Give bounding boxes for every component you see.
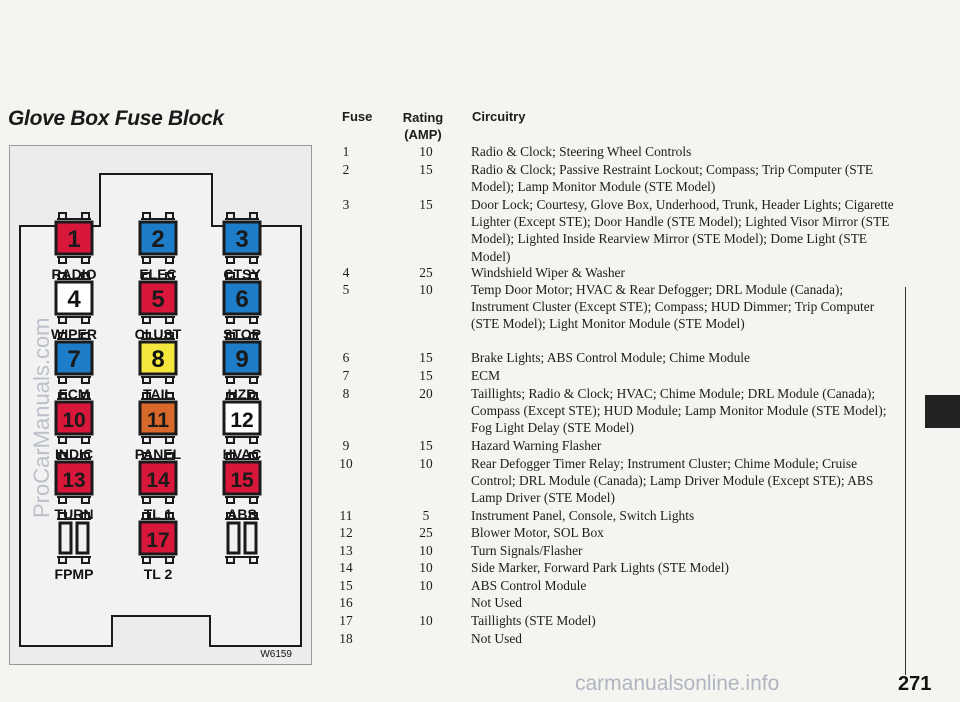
column-header-rating-unit: (AMP) bbox=[404, 127, 442, 142]
fuse-circuitry: Not Used bbox=[471, 595, 522, 610]
fuse-number: 9 bbox=[342, 438, 350, 453]
fuse-slot-label: CTSY bbox=[223, 266, 261, 282]
fuse-number-label: 12 bbox=[230, 409, 254, 432]
fuse-circuitry: Taillights; Radio & Clock; HVAC; Chime Module; DRL Module (Canada); Compass (Except STE); HUD Module; Lamp Monitor Module (STE Model); Fog Light Delay (STE Model) bbox=[471, 386, 887, 436]
fuse-slot-label: TURN bbox=[54, 506, 94, 522]
fuse-number-label: 17 bbox=[146, 529, 170, 552]
fuse-circuitry: Rear Defogger Timer Relay; Instrument Cluster; Chime Module; Cruise Control; DRL Module (Canada); Lamp Driver Module (Except STE); ABS Lamp Driver (STE Model) bbox=[471, 456, 874, 506]
fuse-number-label: 6 bbox=[235, 286, 249, 313]
fuse-slot bbox=[139, 213, 176, 282]
fuse-circuitry: Radio & Clock; Passive Restraint Lockout; Compass; Trip Computer (STE Model); Lamp Monitor Module (STE Model) bbox=[471, 162, 874, 195]
fuse-number: 5 bbox=[342, 282, 350, 297]
fuse-number: 1 bbox=[342, 144, 350, 159]
fuse-number-label: 8 bbox=[151, 346, 165, 373]
fuse-slot bbox=[135, 393, 182, 462]
section-title: Glove Box Fuse Block bbox=[8, 107, 224, 130]
fuse-circuitry: ECM bbox=[471, 368, 501, 383]
fuse-number: 13 bbox=[339, 543, 353, 558]
fuse-slot-label: ECM bbox=[58, 386, 90, 402]
fuse-slot bbox=[135, 273, 182, 342]
fuse-number-label: 1 bbox=[67, 226, 81, 253]
fuse-number: 6 bbox=[342, 350, 350, 365]
fuse-slot-label: ABS bbox=[227, 506, 257, 522]
fuse-number: 18 bbox=[339, 631, 353, 646]
fuse-slot bbox=[224, 453, 260, 522]
fuse-circuitry: Radio & Clock; Steering Wheel Controls bbox=[471, 144, 692, 159]
column-header-rating bbox=[392, 109, 454, 143]
fuse-number-label: 4 bbox=[67, 286, 81, 313]
fuse-circuitry: Side Marker, Forward Park Lights (STE Model) bbox=[471, 560, 729, 575]
fuse-circuitry: Not Used bbox=[471, 631, 522, 646]
fuse-circuitry: Temp Door Motor; HVAC & Rear Defogger; DRL Module (Canada); Instrument Cluster (Except STE); Compass; HUD Dimmer; Trip Computer (STE Model); Light Monitor Module (STE Model) bbox=[471, 282, 875, 332]
fuse-circuitry: Windshield Wiper & Washer bbox=[471, 265, 625, 280]
fuse-number: 12 bbox=[339, 525, 353, 540]
fuse-rating: 15 bbox=[419, 438, 433, 453]
fuse-number-label: 7 bbox=[67, 346, 81, 373]
fuse-number: 15 bbox=[339, 578, 353, 593]
fuse-slot-label: CLUST bbox=[134, 326, 182, 342]
fuse-rating: 20 bbox=[419, 386, 433, 401]
fuse-number-label: 5 bbox=[151, 286, 165, 313]
fuse-rating: 15 bbox=[419, 162, 433, 177]
fuse-slot-label: PANEL bbox=[134, 446, 182, 462]
watermark-carmanualsonline: carmanualsonline.info bbox=[575, 672, 780, 695]
diagram-code: W6159 bbox=[260, 649, 292, 660]
fuse-rating: 15 bbox=[419, 197, 433, 212]
fuse-rating: 10 bbox=[419, 456, 433, 471]
fuse-circuitry: Brake Lights; ABS Control Module; Chime Module bbox=[471, 350, 750, 365]
fuse-circuitry: Turn Signals/Flasher bbox=[471, 543, 583, 558]
fuse-rating: 10 bbox=[419, 144, 433, 159]
fuse-rating: 25 bbox=[419, 265, 433, 280]
empty-slot-left bbox=[60, 523, 71, 553]
fuse-rating: 5 bbox=[422, 508, 430, 523]
fuse-slot bbox=[140, 513, 176, 582]
fuse-slot-label: TL 1 bbox=[143, 506, 173, 522]
column-header-circuitry: Circuitry bbox=[472, 109, 526, 124]
empty-slot-right bbox=[245, 523, 256, 553]
fuse-slot-label: HZD bbox=[227, 386, 257, 402]
fuse-number: 16 bbox=[339, 595, 353, 610]
fuse-slot-label: TL 2 bbox=[143, 566, 173, 582]
fuse-slot-label: ELEC bbox=[139, 266, 177, 282]
fuse-slot bbox=[51, 213, 96, 282]
margin-rule bbox=[905, 287, 906, 675]
fuse-block-svg bbox=[10, 146, 311, 664]
fuse-circuitry: ABS Control Module bbox=[471, 578, 587, 593]
fuse-circuitry: Taillights (STE Model) bbox=[471, 613, 596, 628]
fuse-slot bbox=[223, 273, 261, 342]
fuse-slot bbox=[55, 453, 94, 522]
fuse-number: 10 bbox=[339, 456, 353, 471]
fuse-number: 8 bbox=[342, 386, 350, 401]
fuse-circuitry: Hazard Warning Flasher bbox=[471, 438, 602, 453]
column-header-fuse: Fuse bbox=[342, 109, 373, 124]
fuse-number: 4 bbox=[342, 265, 350, 280]
section-tab-marker bbox=[925, 395, 960, 428]
fuse-slot-label: HVAC bbox=[222, 446, 262, 462]
fuse-slot-label: FPMP bbox=[54, 566, 94, 582]
column-header-rating-label: Rating bbox=[402, 110, 444, 125]
fuse-rating: 15 bbox=[419, 350, 433, 365]
fuse-rating: 10 bbox=[419, 578, 433, 593]
fuse-block-tab bbox=[102, 176, 210, 204]
page-number: 271 bbox=[898, 673, 932, 695]
fuse-rating: 10 bbox=[419, 560, 433, 575]
fuse-slot-label: TAIL bbox=[142, 386, 174, 402]
fuse-rating: 10 bbox=[419, 543, 433, 558]
fuse-slot-label: STOP bbox=[223, 326, 261, 342]
fuse-number-label: 2 bbox=[151, 226, 165, 253]
fuse-slot bbox=[51, 273, 97, 342]
watermark-procarmanuals: ProCarManuals.com bbox=[29, 317, 54, 518]
fuse-number-label: 11 bbox=[146, 409, 170, 432]
fuse-rating: 15 bbox=[419, 368, 433, 383]
fuse-rating: 25 bbox=[419, 525, 433, 540]
empty-slot-left bbox=[228, 523, 239, 553]
empty-slot-right bbox=[77, 523, 88, 553]
fuse-number-label: 13 bbox=[62, 469, 86, 492]
fuse-circuitry: Door Lock; Courtesy, Glove Box, Underhood, Trunk, Header Lights; Cigarette Lighter (Except STE); Door Handle (STE Model); Lighted Visor Mirror (STE Model); Lighted Inside Rearview Mirror (STE Model); Dome Light (STE Model) bbox=[471, 197, 894, 264]
fuse-number: 14 bbox=[339, 560, 353, 575]
fuse-circuitry: Instrument Panel, Console, Switch Lights bbox=[471, 508, 695, 523]
fuse-slot bbox=[140, 333, 176, 402]
fuse-slot-label: RADIO bbox=[51, 266, 97, 282]
fuse-circuitry: Blower Motor, SOL Box bbox=[471, 525, 604, 540]
fuse-slot bbox=[223, 393, 262, 462]
fuse-rating: 10 bbox=[419, 613, 433, 628]
fuse-slot bbox=[56, 333, 92, 402]
fuse-slot-label: INDIC bbox=[54, 446, 94, 462]
fuse-number: 2 bbox=[342, 162, 350, 177]
fuse-number: 7 bbox=[342, 368, 350, 383]
fuse-slot bbox=[55, 393, 93, 462]
fuse-number: 11 bbox=[339, 508, 353, 523]
fuse-number-label: 10 bbox=[62, 409, 86, 432]
fuse-number: 17 bbox=[339, 613, 353, 628]
fuse-number-label: 9 bbox=[235, 346, 249, 373]
fuse-number: 3 bbox=[342, 197, 350, 212]
fuse-rating: 10 bbox=[419, 282, 433, 297]
fuse-slot bbox=[223, 213, 261, 282]
fuse-slot-label: WIPER bbox=[51, 326, 97, 342]
fuse-number-label: 15 bbox=[230, 469, 254, 492]
fuse-slot bbox=[224, 333, 260, 402]
fuse-number-label: 3 bbox=[235, 226, 249, 253]
fuse-number-label: 14 bbox=[146, 469, 170, 492]
fuse-slot bbox=[140, 453, 176, 522]
